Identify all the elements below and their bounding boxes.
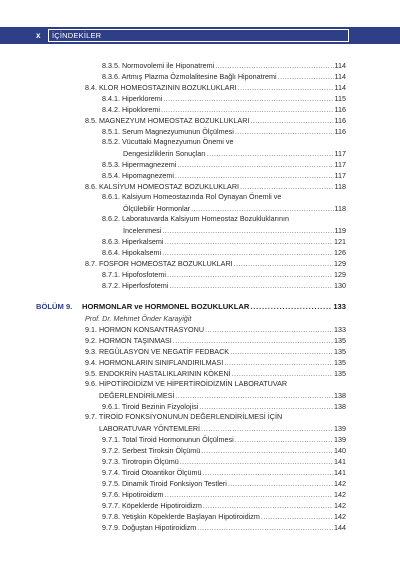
toc-entry-page: 117 <box>334 149 346 158</box>
dot-leader <box>177 160 333 170</box>
toc-entry-label: 9.7.2. Serbest Tiroksin Ölçümü <box>102 446 201 455</box>
page-header <box>0 27 400 44</box>
toc-entry-page: 118 <box>334 204 346 213</box>
toc-entry-page: 115 <box>334 94 346 103</box>
toc-entry-label: 9.7.6. Hipotiroidizm <box>102 490 164 499</box>
toc-entry-page: 114 <box>334 83 346 92</box>
dot-leader <box>163 94 333 104</box>
toc-entry-label: 9.6.1. Tiroid Bezinin Fizyolojisi <box>102 402 199 411</box>
dot-leader <box>205 325 333 335</box>
dot-leader <box>224 358 333 368</box>
toc-entry-label: 9.3. REGÜLASYON VE NEGATİF FEDBACK <box>85 347 230 356</box>
toc-entry-label: 8.5.3. Hipermagnezemi <box>102 160 177 169</box>
dot-leader <box>235 127 334 137</box>
toc-entry-page: 130 <box>334 281 346 290</box>
toc-entry[interactable] <box>85 346 346 357</box>
toc-entry-page: 129 <box>334 270 346 279</box>
toc-entry-label: 9.5. ENDOKRİN HASTALIKLARININ KÖKENİ <box>85 369 231 378</box>
toc-entry-page: 129 <box>334 259 346 268</box>
dot-leader <box>230 347 333 357</box>
toc-entry[interactable] <box>123 148 346 159</box>
toc-entry-label: 8.4.2. Hipokloremi <box>102 105 160 114</box>
dot-leader <box>162 226 333 236</box>
dot-leader <box>250 302 332 311</box>
chapter-title: HORMONLAR ve HORMONEL BOZUKLUKLAR <box>82 302 250 311</box>
toc-entry-page: 142 <box>334 512 346 521</box>
dot-leader <box>173 336 333 346</box>
toc-entry[interactable] <box>85 258 346 269</box>
toc-entry-label: 9.7.1. Total Tiroid Hormonunun Ölçülmesi <box>102 435 234 444</box>
toc-entry[interactable] <box>102 71 346 82</box>
toc-entry-page: 142 <box>334 479 346 488</box>
toc-entry[interactable] <box>123 225 346 236</box>
toc-entry-label: 9.7.8. Yetişkin Köpeklerde Başlayan Hipotiroidizm <box>102 512 260 521</box>
dot-leader <box>201 446 333 456</box>
dot-leader <box>162 248 333 258</box>
toc-entry[interactable] <box>102 126 346 137</box>
toc-entry[interactable] <box>102 159 346 170</box>
toc-entry[interactable] <box>102 467 346 478</box>
toc-entry-page: 135 <box>334 336 346 345</box>
toc-entry-label[interactable]: 8.5.2. Vücuttaki Magnezyumun Önemi ve <box>102 137 234 146</box>
toc-entry[interactable] <box>85 357 346 368</box>
toc-entry-page: 142 <box>334 490 346 499</box>
toc-entry-label: 8.4. KLOR HOMEOSTAZININ BOZUKLUKLARI <box>85 83 237 92</box>
toc-entry[interactable] <box>85 368 346 379</box>
dot-leader <box>234 259 333 269</box>
toc-entry-page: 114 <box>334 72 346 81</box>
dot-leader <box>165 490 333 500</box>
dot-leader <box>191 204 333 214</box>
page-number: x <box>36 31 41 40</box>
toc-entry-label: 8.3.6. Artmış Plazma Özmolalitesine Bağlı Hiponatremi <box>102 72 277 81</box>
toc-entry-page: 135 <box>334 347 346 356</box>
toc-entry[interactable] <box>102 401 346 412</box>
toc-entry[interactable] <box>99 390 346 401</box>
dot-leader <box>250 116 333 126</box>
toc-entry[interactable] <box>102 500 346 511</box>
toc-entry[interactable] <box>102 456 346 467</box>
toc-entry-page: 116 <box>334 105 346 114</box>
dot-leader <box>161 105 334 115</box>
toc-entry-label: 8.5. MAGNEZYUM HOMEOSTAZ BOZUKLUKLARI <box>85 116 250 125</box>
toc-entry[interactable] <box>102 269 346 280</box>
toc-entry-label: Ölçülebilir Hormonlar <box>123 204 191 213</box>
dot-leader <box>232 369 333 379</box>
toc-entry-label[interactable]: 9.6. HİPOTİROİDİZM VE HİPERTİROİDİZMİN LABORATUVAR <box>85 379 288 388</box>
toc-entry-label: 9.2. HORMON TAŞINMASI <box>85 336 172 345</box>
toc-entry[interactable] <box>85 115 346 126</box>
dot-leader <box>169 281 333 291</box>
toc-entry-label: 9.7.7. Köpeklerde Hipotiroidizm <box>102 501 202 510</box>
toc-entry-page: 133 <box>334 325 346 334</box>
chapter-number: BÖLÜM 9. <box>36 302 73 311</box>
toc-entry-label: 8.5.4. Hipomagnezemi <box>102 171 174 180</box>
toc-entry-label: 9.7.5. Dinamik Tiroid Fonksiyon Testleri <box>102 479 227 488</box>
toc-entry-label: 8.6.4. Hipokalsemi <box>102 248 162 257</box>
dot-leader <box>202 468 333 478</box>
dot-leader <box>176 391 334 401</box>
toc-entry-label: 9.7.4. Tiroid Otoantikor Ölçümü <box>102 468 202 477</box>
toc-entry[interactable] <box>102 104 346 115</box>
dot-leader <box>278 72 334 82</box>
toc-entry-label: 8.5.1. Serum Magnezyumunun Ölçülmesi <box>102 127 234 136</box>
toc-entry-page: 135 <box>334 358 346 367</box>
toc-entry-label[interactable]: 9.7. TİROİD FONKSİYONUNUN DEĞERLENDİRİLMESİ İÇİN <box>85 412 283 421</box>
toc-entry-page: 139 <box>334 424 346 433</box>
toc-entry-page: 117 <box>334 171 346 180</box>
dot-leader <box>167 270 333 280</box>
dot-leader <box>180 457 333 467</box>
toc-entry-page: 139 <box>334 435 346 444</box>
dot-leader <box>201 424 333 434</box>
toc-entry[interactable] <box>85 181 346 192</box>
toc-entry-label[interactable]: 8.6.1. Kalsiyum Homeostazında Rol Oynayan Önemli ve <box>102 192 282 201</box>
toc-entry[interactable] <box>102 445 346 456</box>
chapter-author: Prof. Dr. Mehmet Önder Karayiğit <box>85 314 192 323</box>
toc-entry-label: 8.6. KALSİYUM HOMEOSTAZ BOZUKLUKLARI <box>85 182 240 191</box>
page-title: İÇİNDEKİLER <box>52 31 102 40</box>
toc-entry-label: 8.3.5. Normovolemi ile Hiponatremi <box>102 61 215 70</box>
toc-entry-label: 8.6.3. Hiperkalsemi <box>102 237 164 246</box>
toc-entry[interactable] <box>102 478 346 489</box>
header-title-box <box>48 29 349 42</box>
toc-entry[interactable] <box>102 489 346 500</box>
toc-entry[interactable] <box>102 511 346 522</box>
toc-entry[interactable] <box>85 324 346 335</box>
toc-entry[interactable] <box>102 522 346 533</box>
toc-entry-page: 118 <box>334 182 346 191</box>
toc-entry-label: 8.7. FOSFOR HOMEOSTAZ BOZUKLUKLARI <box>85 259 233 268</box>
toc-entry-label: 9.1. HORMON KONSANTRASYONU <box>85 325 205 334</box>
toc-entry-page: 142 <box>334 501 346 510</box>
toc-entry-label: 9.7.9. Doğuştan Hipotiroidizm <box>102 523 197 532</box>
toc-entry[interactable] <box>85 82 346 93</box>
toc-entry-page: 138 <box>334 391 346 400</box>
toc-entry-page: 121 <box>334 237 346 246</box>
toc-entry[interactable] <box>85 335 346 346</box>
toc-entry-label: 8.7.2. Hiperfosfotemi <box>102 281 169 290</box>
toc-entry-page: 116 <box>334 127 346 136</box>
dot-leader <box>228 479 333 489</box>
toc-entry-page: 116 <box>334 116 346 125</box>
toc-entry[interactable] <box>102 434 346 445</box>
dot-leader <box>199 402 333 412</box>
toc-entry-label: 9.7.3. Tirotropin Ölçümü <box>102 457 179 466</box>
toc-entry[interactable] <box>102 236 346 247</box>
toc-entry-label: 8.4.1. Hiperkloremi <box>102 94 163 103</box>
toc-entry-page: 140 <box>334 446 346 455</box>
toc-entry[interactable] <box>102 247 346 258</box>
toc-entry[interactable] <box>102 60 346 71</box>
dot-leader <box>203 501 333 511</box>
toc-entry[interactable] <box>123 203 346 214</box>
dot-leader <box>207 149 334 159</box>
toc-entry-label: 9.4. HORMONLARIN SINIFLANDIRILMASI <box>85 358 224 367</box>
toc-entry-page: 138 <box>334 402 346 411</box>
dot-leader <box>175 171 334 181</box>
toc-entry-page: 117 <box>334 160 346 169</box>
toc-entry-page: 144 <box>334 523 346 532</box>
toc-entry-page: 135 <box>334 369 346 378</box>
toc-entry[interactable] <box>102 170 346 181</box>
dot-leader <box>165 237 333 247</box>
chapter-page-number: 133 <box>333 302 346 311</box>
toc-entry-label: İncelenmesi <box>123 226 162 235</box>
toc-entry-page: 114 <box>334 61 346 70</box>
dot-leader <box>238 83 334 93</box>
toc-entry-label: 8.7.1. Hipofosfotemi <box>102 270 166 279</box>
toc-entry-page: 126 <box>334 248 346 257</box>
dot-leader <box>261 512 333 522</box>
toc-entry[interactable] <box>99 423 346 434</box>
toc-entry-page: 119 <box>334 226 346 235</box>
dot-leader <box>215 61 333 71</box>
toc-entry-label[interactable]: 8.6.2. Laboratuvarda Kalsiyum Homeostaz Bozukluklarının <box>102 214 289 223</box>
dot-leader <box>240 182 333 192</box>
dot-leader <box>235 435 333 445</box>
toc-entry-page: 141 <box>334 457 346 466</box>
toc-entry[interactable] <box>102 93 346 104</box>
chapter-heading[interactable] <box>36 299 346 311</box>
toc-entry-label: LABORATUVAR YÖNTEMLERİ <box>99 424 201 433</box>
dot-leader <box>197 523 333 533</box>
toc-entry[interactable] <box>102 280 346 291</box>
toc-entry-label: DEĞERLENDİRİLMESİ <box>99 391 175 400</box>
toc-entry-page: 141 <box>334 468 346 477</box>
toc-entry-label: Dengesizliklerin Sonuçları <box>123 149 206 158</box>
